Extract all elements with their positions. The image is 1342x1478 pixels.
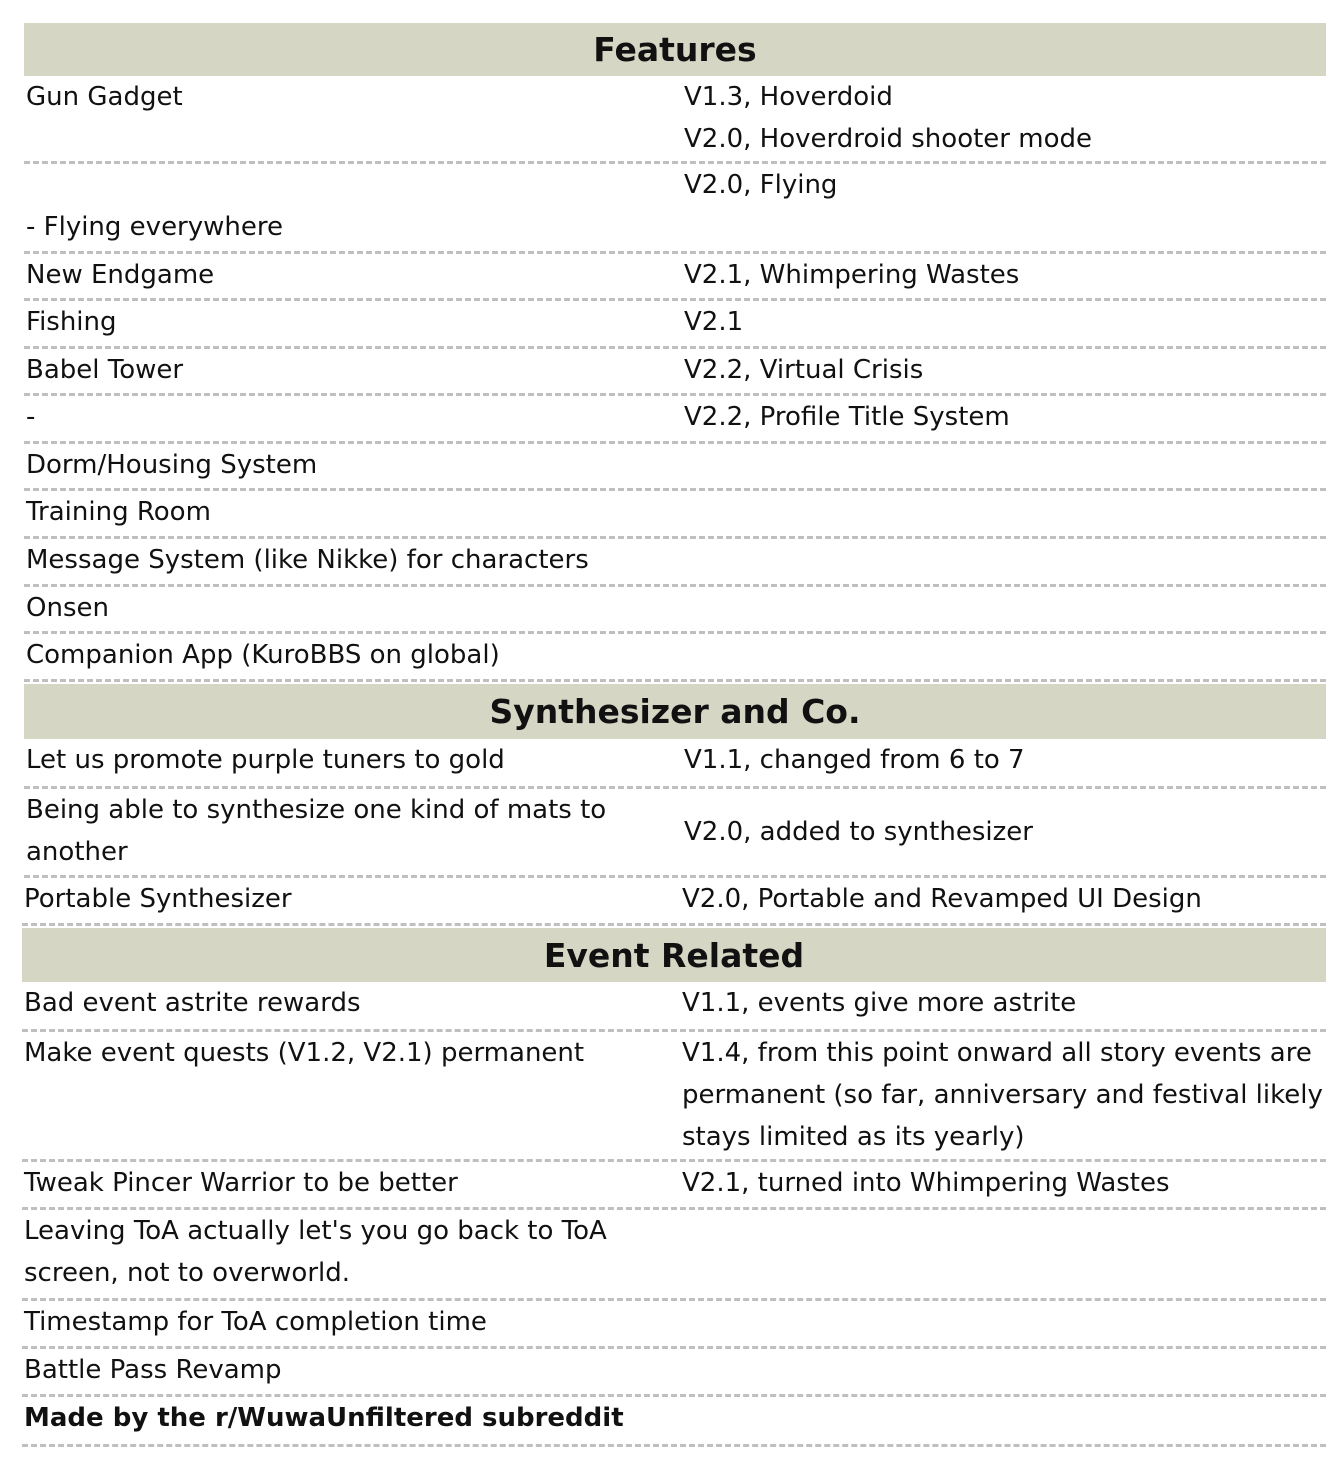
- status-cell: [684, 634, 1326, 679]
- table-row: [24, 76, 1326, 164]
- status-cell: [684, 164, 1326, 251]
- request-text: Message System (like Nikke) for characters: [26, 545, 589, 575]
- request-cell: [24, 789, 684, 875]
- status-cell: [682, 1032, 1326, 1159]
- status-text: permanent (so far, anniversary and festival likely: [682, 1080, 1323, 1110]
- status-cell: [684, 587, 1326, 631]
- table-row: [24, 444, 1326, 491]
- request-cell: [22, 1210, 682, 1298]
- request-cell: [24, 301, 684, 346]
- status-text: V2.0, added to synthesizer: [684, 817, 1033, 847]
- request-cell: [24, 539, 684, 584]
- request-text: New Endgame: [26, 260, 215, 290]
- request-text: Tweak Pincer Warrior to be better: [24, 1168, 458, 1198]
- table-row: [24, 739, 1326, 789]
- footer-text: Made by the r/WuwaUnfiltered subreddit: [24, 1403, 624, 1433]
- request-text: Babel Tower: [26, 355, 184, 385]
- request-text: another: [26, 837, 128, 867]
- table-row: [22, 1349, 1326, 1397]
- request-cell: [24, 164, 684, 251]
- section-header-synthesizer: [24, 684, 1326, 739]
- status-cell: [684, 739, 1326, 786]
- request-cell: [24, 76, 684, 161]
- request-text: -: [26, 402, 36, 432]
- request-text: Timestamp for ToA completion time: [24, 1307, 487, 1337]
- request-text: Battle Pass Revamp: [24, 1355, 282, 1385]
- status-cell: [684, 301, 1326, 346]
- request-cell: [24, 396, 684, 441]
- request-cell: [22, 878, 682, 923]
- status-cell: [684, 539, 1326, 584]
- status-text: V2.2, Profile Title System: [684, 402, 1010, 432]
- table-row: [22, 1210, 1326, 1301]
- request-text: Dorm/Housing System: [26, 450, 318, 480]
- request-cell: [22, 982, 682, 1029]
- status-text: stays limited as its yearly): [682, 1122, 1025, 1152]
- request-cell: [24, 587, 684, 631]
- footer-row: [22, 1397, 1326, 1447]
- request-cell: [22, 1349, 682, 1394]
- status-text: V1.1, changed from 6 to 7: [684, 745, 1025, 775]
- section-title: Event Related: [543, 935, 805, 975]
- status-cell: [682, 1162, 1326, 1207]
- table-row: [24, 789, 1326, 878]
- status-cell: [682, 1301, 1326, 1346]
- status-cell: [684, 789, 1326, 875]
- footer-credit: [22, 1397, 1326, 1444]
- request-cell: [22, 1032, 682, 1159]
- status-cell: [684, 76, 1326, 161]
- table-row: [24, 164, 1326, 254]
- status-text: V2.1, turned into Whimpering Wastes: [682, 1168, 1170, 1198]
- request-text: Being able to synthesize one kind of mats to: [26, 795, 607, 825]
- request-cell: [24, 444, 684, 488]
- request-text: [26, 164, 684, 206]
- table-row: [24, 396, 1326, 444]
- table-row: [22, 982, 1326, 1032]
- request-cell: [24, 254, 684, 298]
- status-cell: [684, 254, 1326, 298]
- status-text: V2.1, Whimpering Wastes: [684, 260, 1020, 290]
- status-text: V2.2, Virtual Crisis: [684, 355, 924, 385]
- status-text: V2.0, Portable and Revamped UI Design: [682, 884, 1202, 914]
- table-row: [24, 491, 1326, 539]
- table-row: [24, 634, 1326, 682]
- status-cell: [682, 1349, 1326, 1394]
- status-text: V2.0, Flying: [684, 170, 838, 200]
- section-title: Features: [593, 30, 757, 69]
- request-text: screen, not to overworld.: [24, 1258, 351, 1288]
- status-cell: [684, 349, 1326, 393]
- request-text: Bad event astrite rewards: [24, 988, 361, 1018]
- table-row: [24, 539, 1326, 587]
- status-cell: [682, 982, 1326, 1029]
- status-text: V2.1: [684, 307, 744, 337]
- table-row: [22, 878, 1326, 926]
- section-title: Synthesizer and Co.: [489, 692, 861, 731]
- table-row: [24, 254, 1326, 301]
- request-cell: [24, 739, 684, 786]
- section-header-event: [22, 928, 1326, 982]
- table-row: [24, 301, 1326, 349]
- request-text: Training Room: [26, 497, 211, 527]
- table-row: [22, 1032, 1326, 1162]
- status-cell: [684, 491, 1326, 536]
- request-text: Fishing: [26, 307, 117, 337]
- request-cell: [24, 349, 684, 393]
- section-header-features: [24, 23, 1326, 76]
- request-cell: [22, 1301, 682, 1346]
- status-text: V1.1, events give more astrite: [682, 988, 1077, 1018]
- request-text: Portable Synthesizer: [24, 884, 292, 914]
- status-cell: [682, 1210, 1326, 1298]
- request-text: Let us promote purple tuners to gold: [26, 745, 505, 775]
- request-text: Leaving ToA actually let's you go back to ToA: [24, 1216, 607, 1246]
- status-text: V1.4, from this point onward all story events are: [682, 1038, 1312, 1068]
- request-cell: [24, 634, 684, 679]
- status-cell: [684, 396, 1326, 441]
- status-text: V1.3, Hoverdoid: [684, 82, 893, 112]
- request-text: Onsen: [26, 593, 109, 623]
- status-cell: [684, 444, 1326, 488]
- request-text: - Flying everywhere: [26, 212, 283, 242]
- request-text: Gun Gadget: [26, 82, 183, 112]
- status-text: V2.0, Hoverdroid shooter mode: [684, 124, 1092, 154]
- status-cell: [682, 878, 1326, 923]
- request-cell: [22, 1162, 682, 1207]
- table-row: [22, 1162, 1326, 1210]
- request-text: Companion App (KuroBBS on global): [26, 640, 500, 670]
- request-text: Make event quests (V1.2, V2.1) permanent: [24, 1038, 585, 1068]
- table-row: [22, 1301, 1326, 1349]
- request-cell: [24, 491, 684, 536]
- table-row: [24, 587, 1326, 634]
- table-row: [24, 349, 1326, 396]
